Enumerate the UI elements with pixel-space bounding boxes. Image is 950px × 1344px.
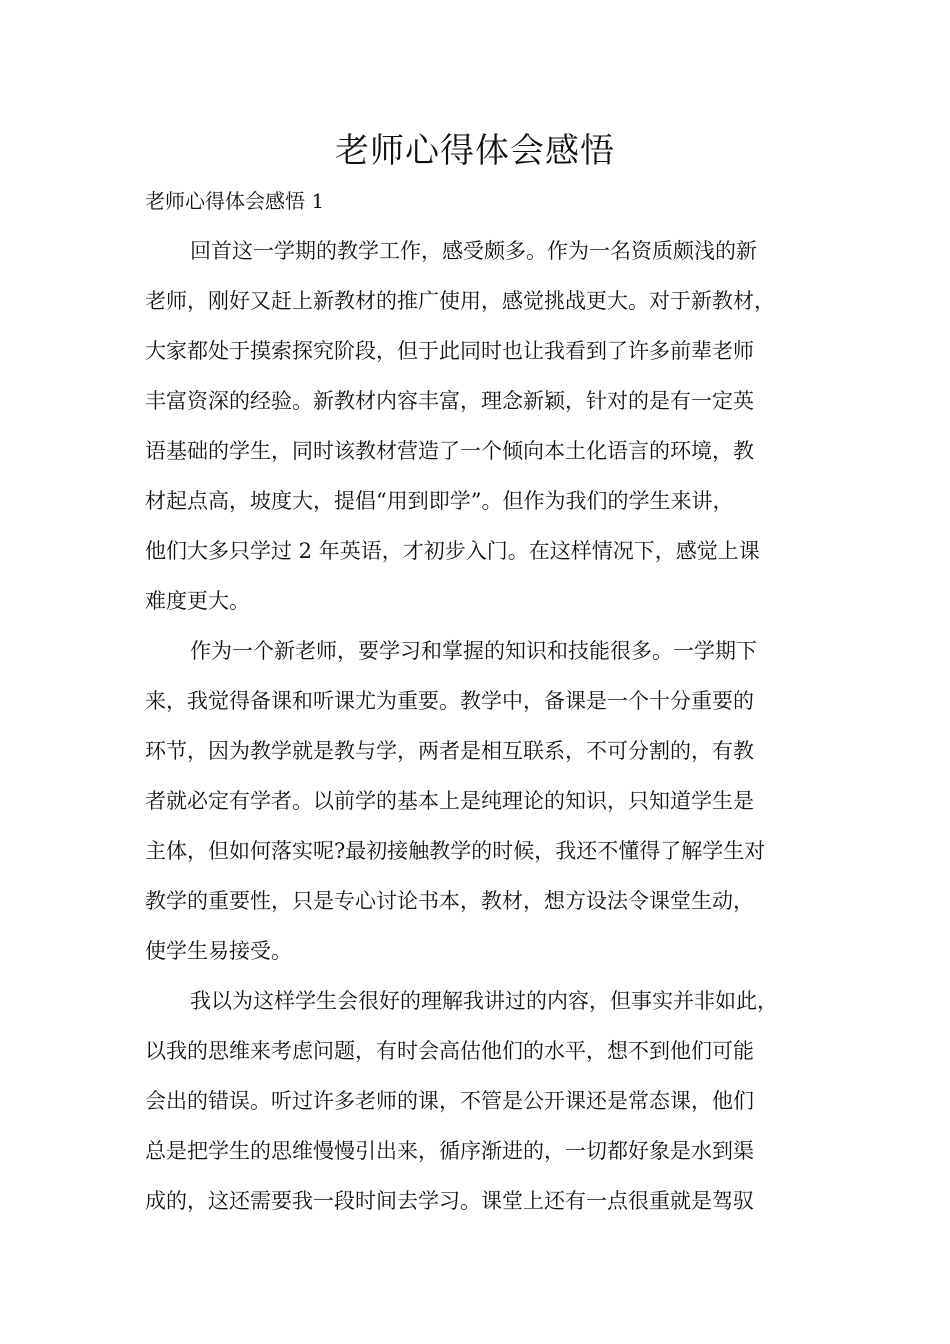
paragraph-line: 我以为这样学生会很好的理解我讲过的内容，但事实并非如此， — [190, 989, 778, 1013]
paragraph-line: 教学的重要性，只是专心讨论书本，教材，想方设法令课堂生动， — [145, 889, 754, 913]
paragraph-line: 使学生易接受。 — [145, 939, 292, 963]
paragraph-line: 大家都处于摸索探究阶段，但于此同时也让我看到了许多前辈老师 — [145, 339, 754, 363]
paragraph-line: 成的，这还需要我一段时间去学习。课堂上还有一点很重就是驾驭 — [145, 1189, 754, 1213]
paragraph-line: 者就必定有学者。以前学的基本上是纯理论的知识，只知道学生是 — [145, 789, 754, 813]
paragraph-line: 材起点高，坡度大，提倡“用到即学”。但作为我们的学生来讲， — [145, 489, 734, 513]
paragraph-line: 丰富资深的经验。新教材内容丰富，理念新颖，针对的是有一定英 — [145, 389, 754, 413]
paragraph-line: 环节，因为教学就是教与学，两者是相互联系，不可分割的，有教 — [145, 739, 754, 763]
paragraph-line: 作为一个新老师，要学习和掌握的知识和技能很多。一学期下 — [190, 639, 757, 663]
paragraph-line: 总是把学生的思维慢慢引出来，循序渐进的，一切都好象是水到渠 — [145, 1139, 754, 1163]
document-title: 老师心得体会感悟 — [335, 131, 615, 171]
paragraph-line: 以我的思维来考虑问题，有时会高估他们的水平，想不到他们可能 — [145, 1039, 754, 1063]
paragraph-line: 来，我觉得备课和听课尤为重要。教学中，备课是一个十分重要的 — [145, 689, 754, 713]
paragraph-line: 老师，刚好又赶上新教材的推广使用，感觉挑战更大。对于新教材， — [145, 289, 775, 313]
section-heading: 老师心得体会感悟 1 — [145, 189, 325, 213]
paragraph-line: 他们大多只学过 2 年英语，才初步入门。在这样情况下，感觉上课 — [145, 539, 760, 563]
paragraph-line: 主体，但如何落实呢?最初接触教学的时候，我还不懂得了解学生对 — [145, 839, 766, 863]
paragraph-line: 会出的错误。听过许多老师的课，不管是公开课还是常态课，他们 — [145, 1089, 754, 1113]
paragraph-line: 语基础的学生，同时该教材营造了一个倾向本土化语言的环境，教 — [145, 439, 754, 463]
paragraph-line: 回首这一学期的教学工作，感受颇多。作为一名资质颇浅的新 — [190, 239, 757, 263]
paragraph-line: 难度更大。 — [145, 589, 250, 613]
